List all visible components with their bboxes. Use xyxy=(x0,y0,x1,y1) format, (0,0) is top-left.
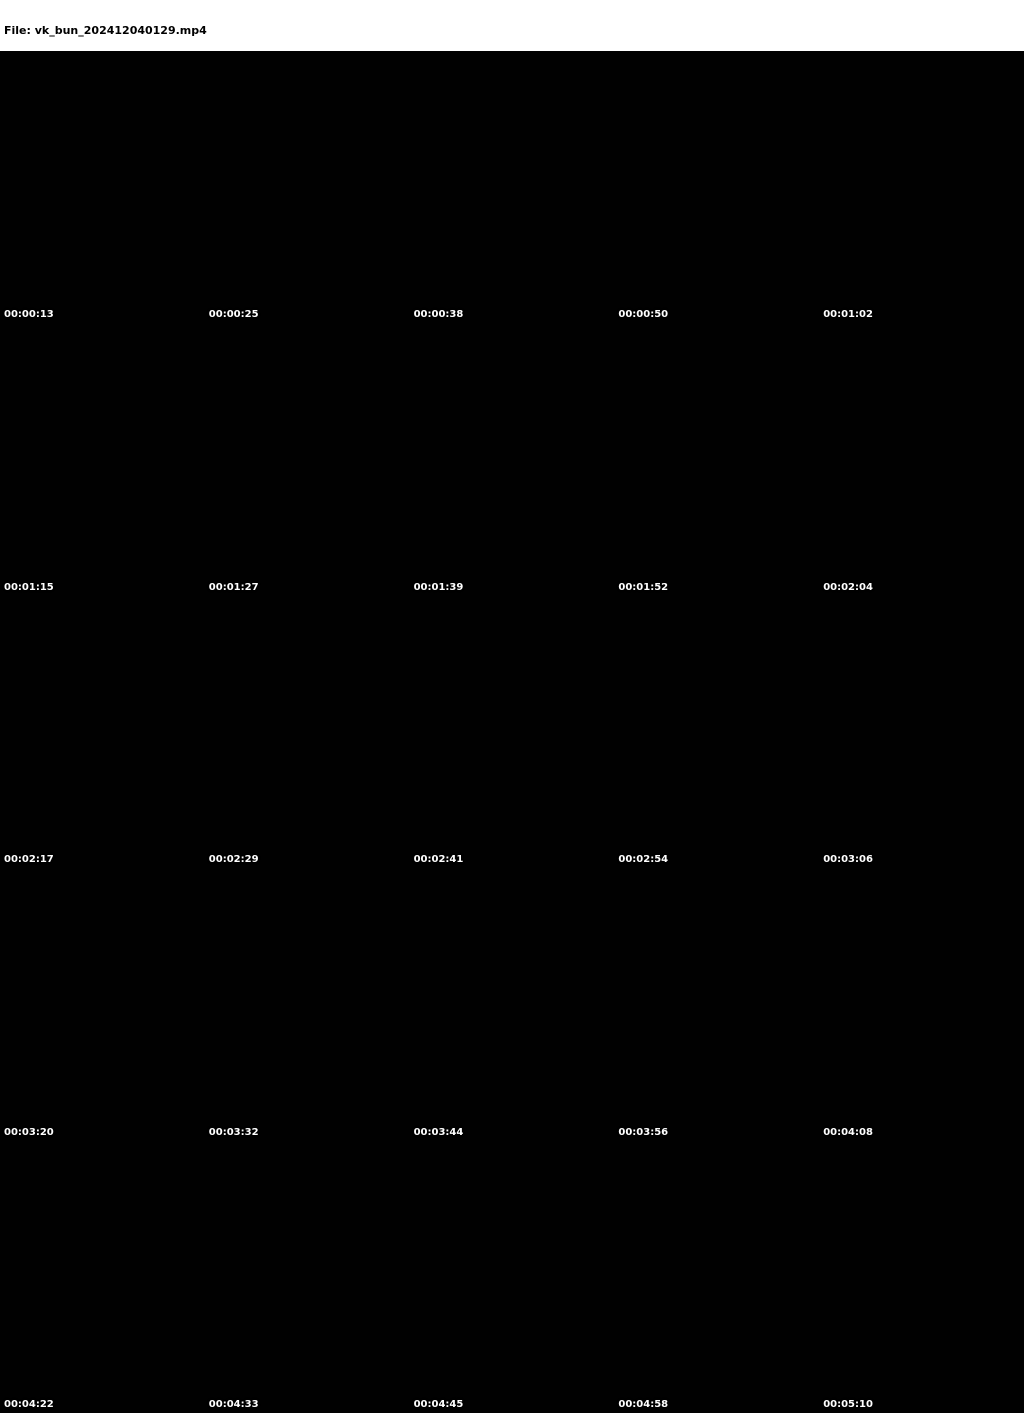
thumbnail-image xyxy=(205,1141,410,1413)
thumbnail-timestamp: 00:04:33 xyxy=(208,1398,259,1410)
thumbnail-cell xyxy=(205,868,410,1140)
thumbnail-timestamp: 00:03:06 xyxy=(823,854,873,866)
thumbnail-image xyxy=(819,596,1024,868)
thumbnail-grid xyxy=(0,51,1024,1413)
thumbnail-image xyxy=(819,323,1024,595)
thumbnail-image xyxy=(819,51,1024,323)
thumbnail-image xyxy=(819,868,1024,1140)
thumbnail-image xyxy=(410,1141,615,1413)
thumbnail-cell xyxy=(0,51,205,323)
thumbnail-timestamp: 00:01:02 xyxy=(823,309,873,321)
thumbnail-timestamp: 00:05:10 xyxy=(823,1398,873,1410)
thumbnail-timestamp: 00:00:25 xyxy=(208,309,259,321)
thumbnail-timestamp: 00:01:52 xyxy=(618,581,669,593)
thumbnail-timestamp: 00:03:44 xyxy=(413,1126,464,1138)
thumbnail-image xyxy=(410,51,615,323)
thumbnail-timestamp: 00:04:22 xyxy=(4,1398,54,1410)
thumbnail-cell xyxy=(819,1141,1024,1413)
thumbnail-image xyxy=(205,596,410,868)
thumbnail-timestamp: 00:04:58 xyxy=(618,1398,669,1410)
thumbnail-timestamp: 00:00:13 xyxy=(4,309,54,321)
thumbnail-cell xyxy=(819,596,1024,868)
thumbnail-image xyxy=(0,51,205,323)
thumbnail-image xyxy=(0,323,205,595)
thumbnail-timestamp: 00:02:17 xyxy=(4,854,54,866)
thumbnail-timestamp: 00:03:32 xyxy=(208,1126,259,1138)
thumbnail-cell xyxy=(410,596,615,868)
thumbnail-timestamp: 00:04:45 xyxy=(413,1398,464,1410)
thumbnail-timestamp: 00:00:50 xyxy=(618,309,669,321)
thumbnail-timestamp: 00:02:54 xyxy=(618,854,669,866)
thumbnail-image xyxy=(0,596,205,868)
thumbnail-image xyxy=(205,51,410,323)
metadata-line-file: File: vk_bun_202412040129.mp4 xyxy=(4,24,207,38)
thumbnail-image xyxy=(205,323,410,595)
thumbnail-timestamp: 00:04:08 xyxy=(823,1126,873,1138)
thumbnail-cell xyxy=(205,323,410,595)
thumbnail-cell xyxy=(0,596,205,868)
thumbnail-cell xyxy=(205,1141,410,1413)
thumbnail-timestamp: 00:01:27 xyxy=(208,581,259,593)
thumbnail-image xyxy=(614,868,819,1140)
thumbnail-cell xyxy=(819,868,1024,1140)
thumbnail-timestamp: 00:03:56 xyxy=(618,1126,669,1138)
thumbnail-timestamp: 00:03:20 xyxy=(4,1126,54,1138)
thumbnail-cell xyxy=(614,51,819,323)
thumbnail-cell xyxy=(819,51,1024,323)
thumbnail-cell xyxy=(0,868,205,1140)
thumbnail-cell xyxy=(614,868,819,1140)
thumbnail-cell xyxy=(0,323,205,595)
thumbnail-image xyxy=(819,1141,1024,1413)
thumbnail-timestamp: 00:00:38 xyxy=(413,309,464,321)
thumbnail-timestamp: 00:02:04 xyxy=(823,581,873,593)
thumbnail-timestamp: 00:02:41 xyxy=(413,854,464,866)
thumbnail-cell xyxy=(410,1141,615,1413)
thumbnail-image xyxy=(614,51,819,323)
thumbnail-cell xyxy=(819,323,1024,595)
thumbnail-cell xyxy=(205,596,410,868)
thumbnail-cell xyxy=(410,868,615,1140)
thumbnail-cell xyxy=(410,51,615,323)
thumbnail-image xyxy=(0,868,205,1140)
thumbnail-cell xyxy=(614,1141,819,1413)
thumbnail-image xyxy=(205,868,410,1140)
thumbnail-image xyxy=(410,323,615,595)
thumbnail-cell xyxy=(614,323,819,595)
thumbnail-image xyxy=(410,868,615,1140)
thumbnail-image xyxy=(0,1141,205,1413)
thumbnail-image xyxy=(614,323,819,595)
thumbnail-image xyxy=(614,596,819,868)
thumbnail-image xyxy=(614,1141,819,1413)
thumbnail-image xyxy=(410,596,615,868)
thumbnail-cell xyxy=(205,51,410,323)
thumbnail-cell xyxy=(614,596,819,868)
thumbnail-timestamp: 00:02:29 xyxy=(208,854,259,866)
thumbnail-cell xyxy=(0,1141,205,1413)
thumbnail-timestamp: 00:01:39 xyxy=(413,581,464,593)
thumbnail-cell xyxy=(410,323,615,595)
thumbnail-timestamp: 00:01:15 xyxy=(4,581,54,593)
